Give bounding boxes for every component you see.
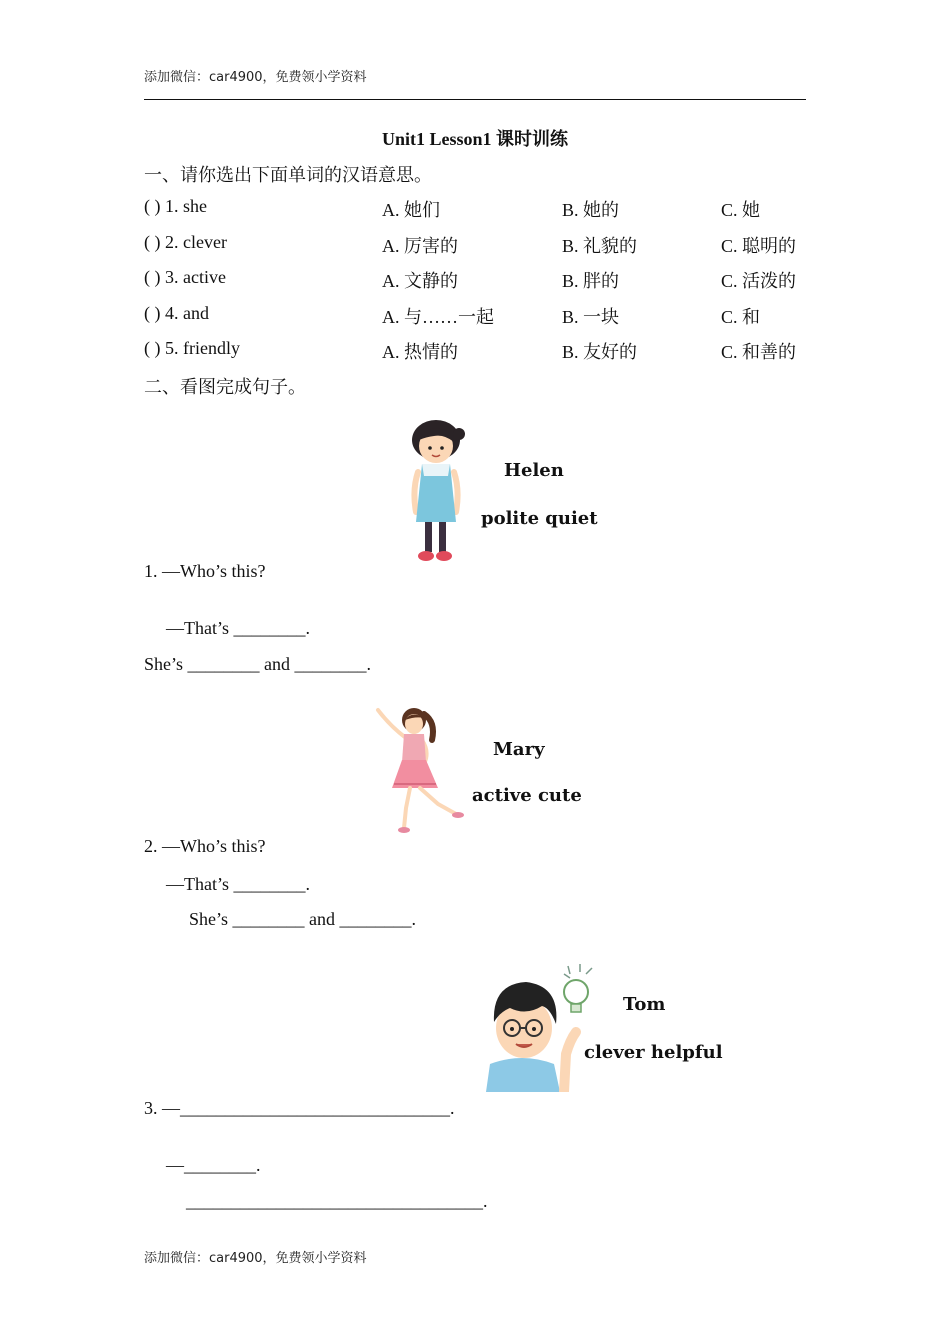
item1-answer-line2: She’s ________ and ________.	[144, 654, 371, 674]
option-b: B. 一块	[562, 307, 620, 327]
mary-words-label: active cute	[472, 785, 582, 806]
option-a: A. 厉害的	[382, 236, 458, 256]
helen-words-label: polite quiet	[481, 508, 598, 529]
option-a: A. 她们	[382, 200, 440, 220]
option-b: B. 她的	[562, 200, 620, 220]
question-stem: ( ) 1. she	[144, 196, 207, 216]
mary-name-label: Mary	[493, 739, 545, 760]
tom-words-label: clever helpful	[584, 1042, 723, 1063]
option-c: C. 和善的	[721, 342, 797, 362]
question-stem: ( ) 5. friendly	[144, 338, 240, 358]
option-b: B. 友好的	[562, 342, 638, 362]
tom-illustration	[482, 962, 600, 1092]
question-stem: ( ) 2. clever	[144, 232, 227, 252]
helen-name-label: Helen	[504, 460, 564, 481]
option-b: B. 胖的	[562, 271, 620, 291]
item3-question: 3. —______________________________.	[144, 1098, 455, 1118]
option-b: B. 礼貌的	[562, 236, 638, 256]
page-footer: 添加微信：car4900，免费领小学资料	[144, 1251, 367, 1266]
item2-answer-line2: She’s ________ and ________.	[189, 909, 416, 929]
section2-heading: 二、看图完成句子。	[144, 377, 306, 397]
question-stem: ( ) 4. and	[144, 303, 209, 323]
item3-answer-line1: —________.	[166, 1155, 261, 1175]
option-a: A. 与……一起	[382, 307, 494, 327]
item1-question: 1. —Who’s this?	[144, 561, 266, 581]
option-c: C. 和	[721, 307, 761, 327]
option-c: C. 她	[721, 200, 761, 220]
item2-question: 2. —Who’s this?	[144, 836, 266, 856]
item3-answer-line2: _________________________________.	[186, 1191, 488, 1211]
option-a: A. 文静的	[382, 271, 458, 291]
mary-illustration	[372, 704, 464, 836]
helen-illustration	[404, 420, 470, 566]
option-a: A. 热情的	[382, 342, 458, 362]
option-c: C. 聪明的	[721, 236, 797, 256]
tom-name-label: Tom	[623, 994, 666, 1015]
section1-heading: 一、请你选出下面单词的汉语意思。	[144, 165, 432, 185]
header-rule	[144, 99, 806, 100]
item2-answer-line1: —That’s ________.	[166, 874, 310, 894]
item1-answer-line1: —That’s ________.	[166, 618, 310, 638]
option-c: C. 活泼的	[721, 271, 797, 291]
question-stem: ( ) 3. active	[144, 267, 226, 287]
worksheet-title: Unit1 Lesson1 课时训练	[381, 129, 569, 149]
page-header: 添加微信：car4900，免费领小学资料	[144, 70, 367, 85]
